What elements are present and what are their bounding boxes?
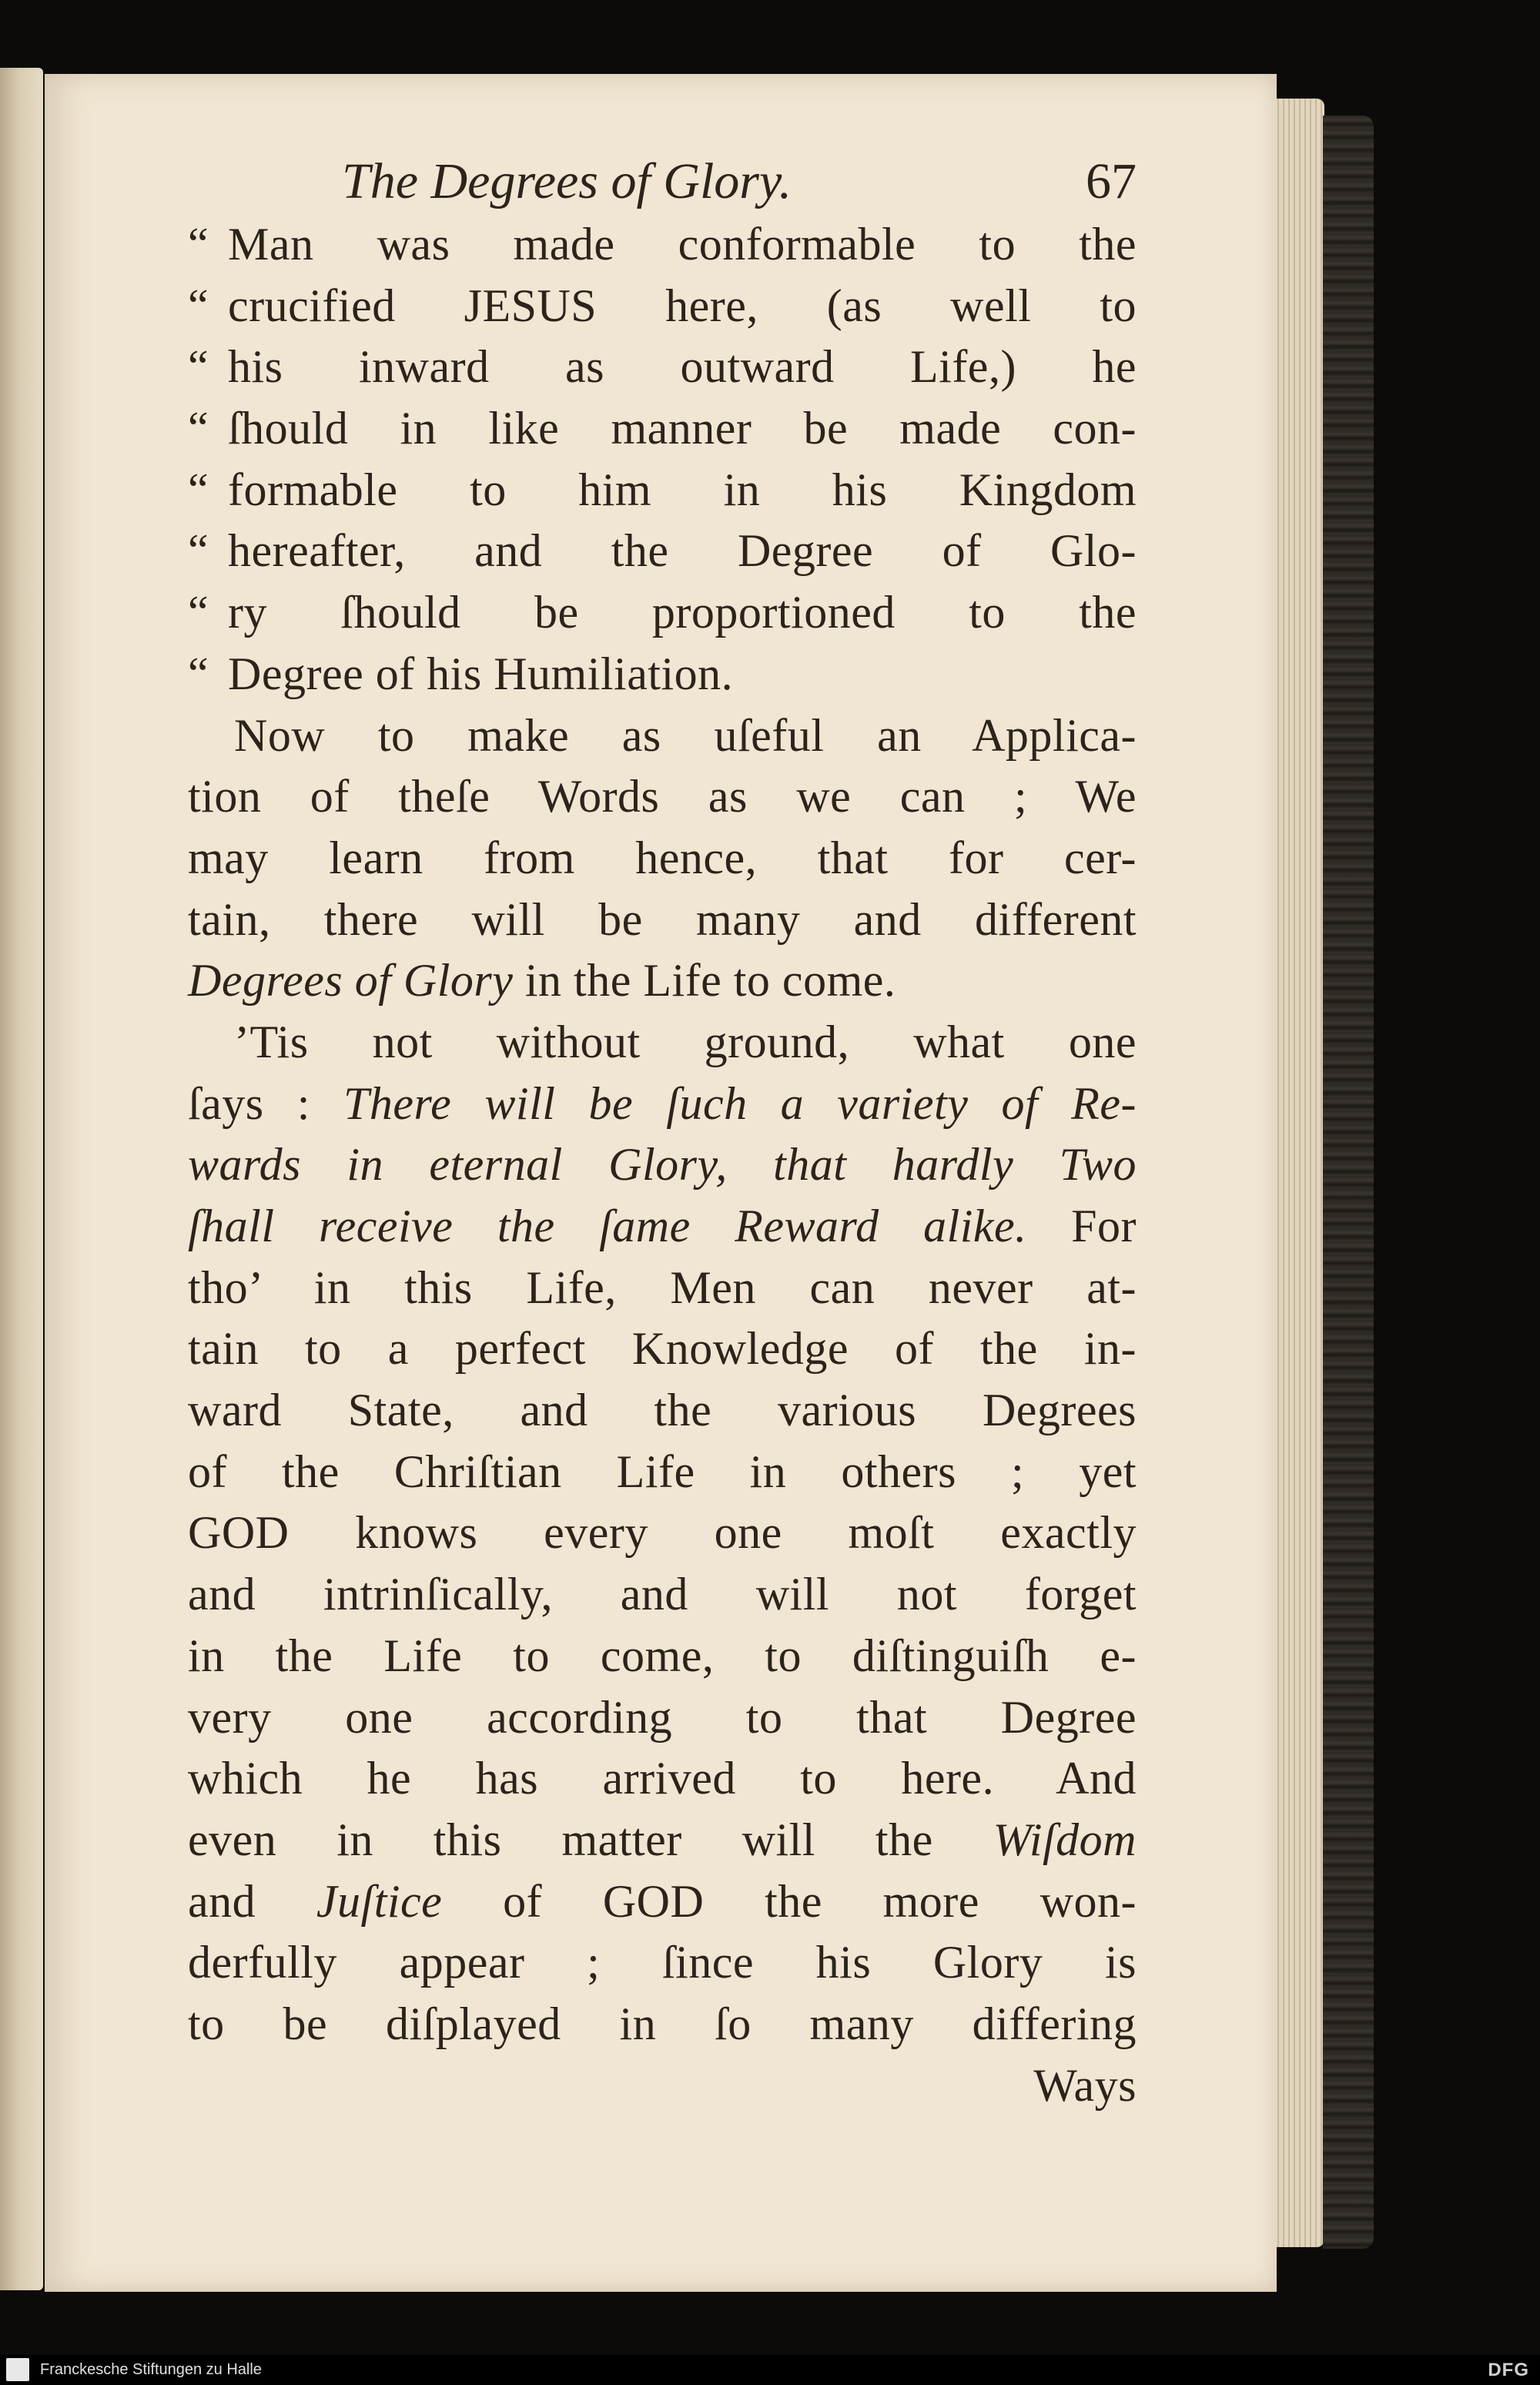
quote-mark: “: [188, 525, 209, 577]
institution-logo-icon: [6, 2358, 29, 2381]
dfg-logo: DFG: [1488, 2360, 1529, 2380]
text-line: in the Life to come, to diſtinguiſh e-: [188, 1630, 1137, 1681]
text-line: “ Man was made conformable to the: [188, 214, 1137, 276]
italic-quote: There will be ſuch a variety of Re-: [343, 1077, 1137, 1129]
institution-name: Franckesche Stiftungen zu Halle: [40, 2361, 262, 2378]
paragraph-application: [188, 705, 1137, 1012]
running-title: The Degrees of Glory.: [342, 153, 792, 209]
quote-mark: “: [188, 587, 209, 638]
page-number: 67: [1086, 153, 1137, 209]
text-line: of the Chriſtian Life in others ; yet: [188, 1445, 1137, 1497]
text-line: tain to a perfect Knowledge of the in-: [188, 1323, 1137, 1375]
text-line: tho’ in this Life, Men can never at-: [188, 1261, 1137, 1313]
text-line: “ ry ſhould be proportioned to the: [188, 582, 1137, 644]
text-line: to be diſplayed in ſo many differing: [188, 1998, 1137, 2049]
text-line: ’Tis not without ground, what one: [234, 1016, 1137, 1067]
italic-word: Juſtice: [316, 1875, 443, 1927]
text-line: Degrees of Glory in the Life to come.: [188, 955, 896, 1007]
quote-mark: “: [188, 219, 209, 270]
paragraph-rewards: [188, 1012, 1137, 2055]
text-line: “ crucified JESUS here, (as well to: [188, 276, 1137, 337]
book-cover-edge: [1323, 116, 1374, 2249]
page-text: [188, 149, 1137, 2116]
text-line: GOD knows every one moſt exactly: [188, 1507, 1137, 1559]
quote-mark: “: [188, 464, 209, 515]
italic-quote: ſhall receive the ſame Reward alike.: [188, 1201, 1027, 1251]
italic-phrase: Degrees of Glory: [188, 955, 514, 1007]
viewer-footer: [0, 2355, 1540, 2385]
catchword: Ways: [1033, 2059, 1137, 2111]
text-line: derfully appear ; ſince his Glory is: [188, 1937, 1137, 1988]
text-line: ſhall receive the ſame Reward alike. For: [188, 1201, 1137, 1251]
quote-mark: “: [188, 403, 209, 454]
text-line: very one according to that Degree: [188, 1691, 1137, 1743]
text-line: which he has arrived to here. And: [188, 1753, 1137, 1804]
text-line: “ formable to him in his Kingdom: [188, 460, 1137, 521]
running-head: [188, 149, 1137, 214]
text-line: may learn from hence, that for cer-: [188, 832, 1137, 883]
text-line: and Juſtice of GOD the more won-: [188, 1875, 1137, 1927]
text-line: “ ſhould in like manner be made con-: [188, 398, 1137, 460]
quote-mark: “: [188, 280, 209, 331]
quoted-passage: [188, 214, 1137, 705]
text-line: “ his inward as outward Life,) he: [188, 337, 1137, 398]
italic-word: Wiſdom: [993, 1814, 1137, 1865]
text-line: and intrinſically, and will not forget: [188, 1569, 1137, 1620]
text-line: Now to make as uſeful an Applica-: [234, 709, 1137, 761]
previous-page-edge: [0, 68, 43, 2290]
text-line: ſays : There will be ſuch a variety of Re-: [188, 1077, 1137, 1129]
text-line: “ hereafter, and the Degree of Glo-: [188, 521, 1137, 582]
quote-mark: “: [188, 341, 209, 393]
text-line: “ Degree of his Humiliation.: [188, 644, 1137, 705]
text-line: tion of theſe Words as we can ; We: [188, 771, 1137, 822]
text-line: even in this matter will the Wiſdom: [188, 1814, 1137, 1865]
quote-mark: “: [188, 648, 209, 699]
text-line: ward State, and the various Degrees: [188, 1385, 1137, 1436]
text-line: wards in eternal Glory, that hardly Two: [188, 1139, 1137, 1191]
text-line: tain, there will be many and different: [188, 893, 1137, 945]
